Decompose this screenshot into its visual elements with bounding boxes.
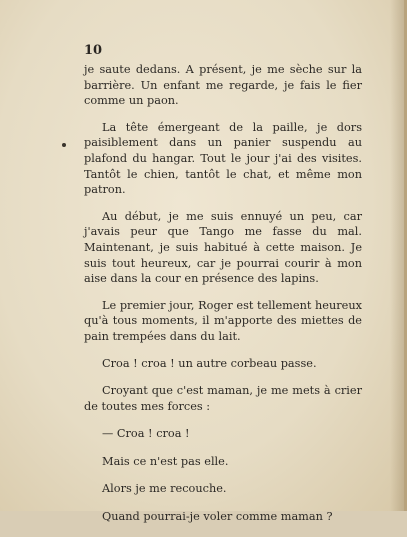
paragraph-8: Mais ce n'est pas elle. (102, 454, 229, 468)
ink-dot (62, 143, 66, 147)
paragraph-9: Alors je me recouche. (102, 482, 227, 496)
paragraph-6: Croyant que c'est maman, je me mets à crier de toutes mes forces : (84, 384, 362, 413)
paragraph-1: je saute dedans. A présent, je me sèche sur la barrière. Un enfant me regarde, je fais le fier comme un paon. (84, 63, 362, 108)
paragraph-5: Croa ! croa ! un autre corbeau passe. (102, 356, 317, 370)
page-text (84, 62, 362, 537)
paragraph-10: Quand pourrai-je voler comme maman ? (102, 510, 333, 524)
paragraph-3: Au début, je me suis ennuyé un peu, car j'avais peur que Tango me fasse du mal. Maintenant, je suis habitué à cette maison. Je suis tout heureux, car je pourrai courir à mon aise dans la cour en présence des lapins. (84, 209, 362, 286)
paragraph-4: Le premier jour, Roger est tellement heureux qu'à tous moments, il m'apporte des miettes de pain trempées dans du lait. (84, 298, 362, 343)
paragraph-2: La tête émergeant de la paille, je dors paisiblement dans un panier suspendu au plafond du hangar. Tout le jour j'ai des visites. Tantôt le chien, tantôt le chat, et même mon patron. (84, 120, 362, 197)
paragraph-7: — Croa ! croa ! (102, 427, 190, 441)
page-number: 10 (84, 43, 103, 58)
page-edge-shadow (390, 0, 404, 511)
